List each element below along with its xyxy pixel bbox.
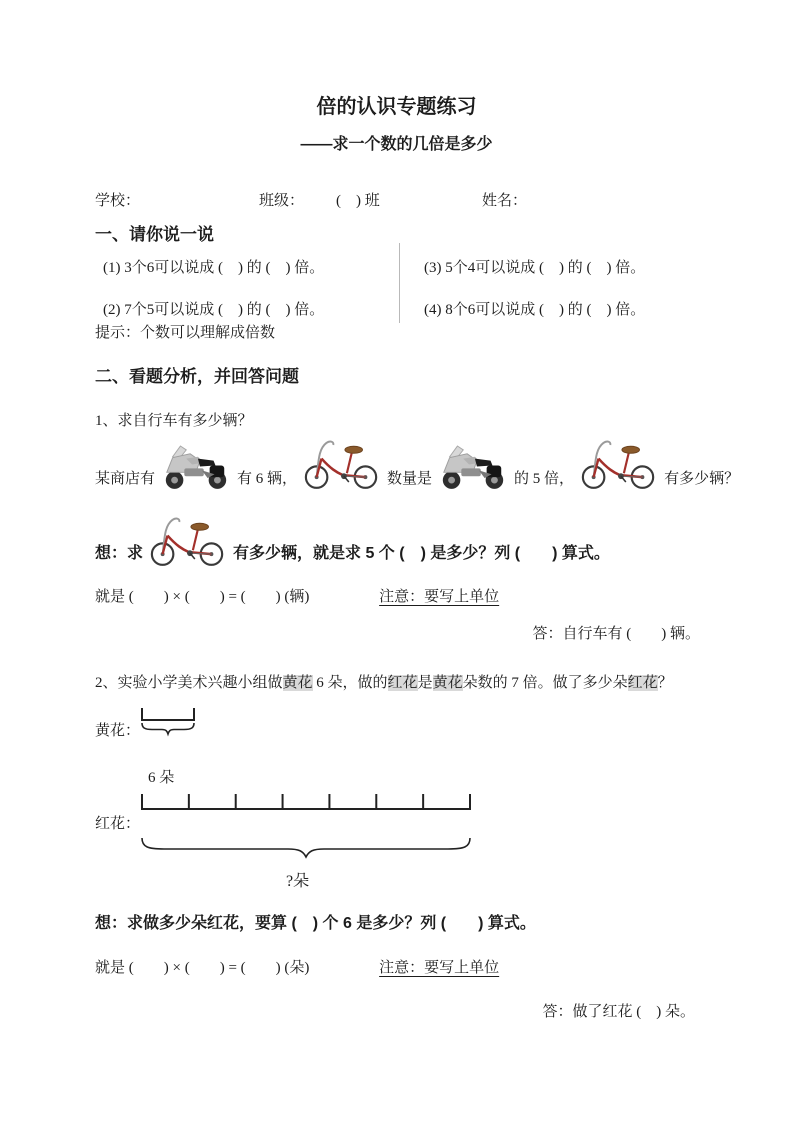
question-1: (1) 3个6可以说成 ( ) 的 ( ) 倍。 [103,260,325,276]
yellow-flower-segment-diagram [140,706,198,740]
class-field-label: 班级： [259,193,305,209]
problem2-unit-note: 注意：要写上单位 [379,959,500,976]
problem1-equation: 就是 ( ) × ( ) = ( ) (辆) [95,589,310,605]
yellow-flower-ticks [142,709,194,720]
question-2: (2) 7个5可以说成 ( ) 的 ( ) 倍。 [103,302,325,318]
highlight-yellow-flower: 黄花 [282,675,313,691]
column-divider [399,243,400,323]
yellow-flower-underbrace [142,723,194,734]
bicycle-icon [301,433,383,490]
school-field-label: 学校： [95,193,141,209]
problem1-equation-row [95,585,499,606]
question-3: (3) 5个4可以说成 ( ) 的 ( ) 倍。 [424,260,646,276]
problem2-equation-row [95,956,499,977]
class-paren-blank: ( ) 班 [336,193,380,209]
problem1-think-line [95,505,610,567]
page-subtitle: ——求一个数的几倍是多少 [300,136,493,153]
yellow-flower-count-label: 6 朵 [148,770,175,786]
problem2-equation: 就是 ( ) × ( ) = ( ) (朵) [95,960,310,976]
question-4: (4) 8个6可以说成 ( ) 的 ( ) 倍。 [424,302,646,318]
problem2-statement [95,671,673,692]
problem1-think-suffix: 有多少辆，就是求 5 个 ( ) 是多少？列 ( ) 算式。 [233,545,610,562]
problem2-text-part: 2、实验小学美术兴趣小组做 [95,675,283,691]
problem2-text-part: 6 朵，做的 [312,675,388,691]
yellow-flower-row-label: 黄花： [95,723,141,739]
page-title: 倍的认识专题练习 [316,96,477,118]
bicycle-icon [578,433,660,490]
problem1-text-part: 有 6 辆， [237,471,298,487]
highlight-yellow-flower: 黄花 [432,675,463,691]
name-field-label: 姓名： [482,193,528,209]
red-flower-segment-diagram [140,790,472,812]
problem1-think-prefix: 想：求 [95,545,144,562]
problem2-text-part: ？ [657,675,673,691]
problem1-text-part: 有多少辆？ [664,471,740,487]
problem2-text-part: 朵数的 7 倍。做了多少朵 [462,675,628,691]
section1-heading: 一、请你说一说 [95,225,214,244]
section1-hint: 提示：个数可以理解成倍数 [95,325,276,341]
motorcycle-icon [436,441,510,490]
highlight-red-flower: 红花 [627,675,658,691]
problem1-text-part: 某商店有 [95,471,156,487]
bicycle-icon [147,510,229,567]
problem2-think-line: 想：求做多少朵红花，要算 ( ) 个 6 是多少？列 ( ) 算式。 [95,915,536,932]
problem1-title: 1、求自行车有多少辆？ [95,413,253,429]
red-flower-ticks [142,795,470,809]
red-flower-count-label: ?朵 [286,873,310,890]
problem1-text-part: 数量是 [387,471,433,487]
motorcycle-icon [159,441,233,490]
problem1-unit-note: 注意：要写上单位 [379,588,500,605]
red-flower-underbrace [140,834,472,860]
highlight-red-flower: 红花 [387,675,418,691]
red-flower-row-label: 红花： [95,816,141,832]
problem1-answer-line: 答：自行车有 ( ) 辆。 [532,626,700,642]
section2-heading: 二、看题分析，并回答问题 [95,367,299,386]
problem1-statement [95,434,739,490]
problem1-text-part: 的 5 倍， [514,471,575,487]
problem2-text-part: 是 [417,675,433,691]
problem2-answer-line: 答：做了红花 ( ) 朵。 [542,1004,695,1020]
